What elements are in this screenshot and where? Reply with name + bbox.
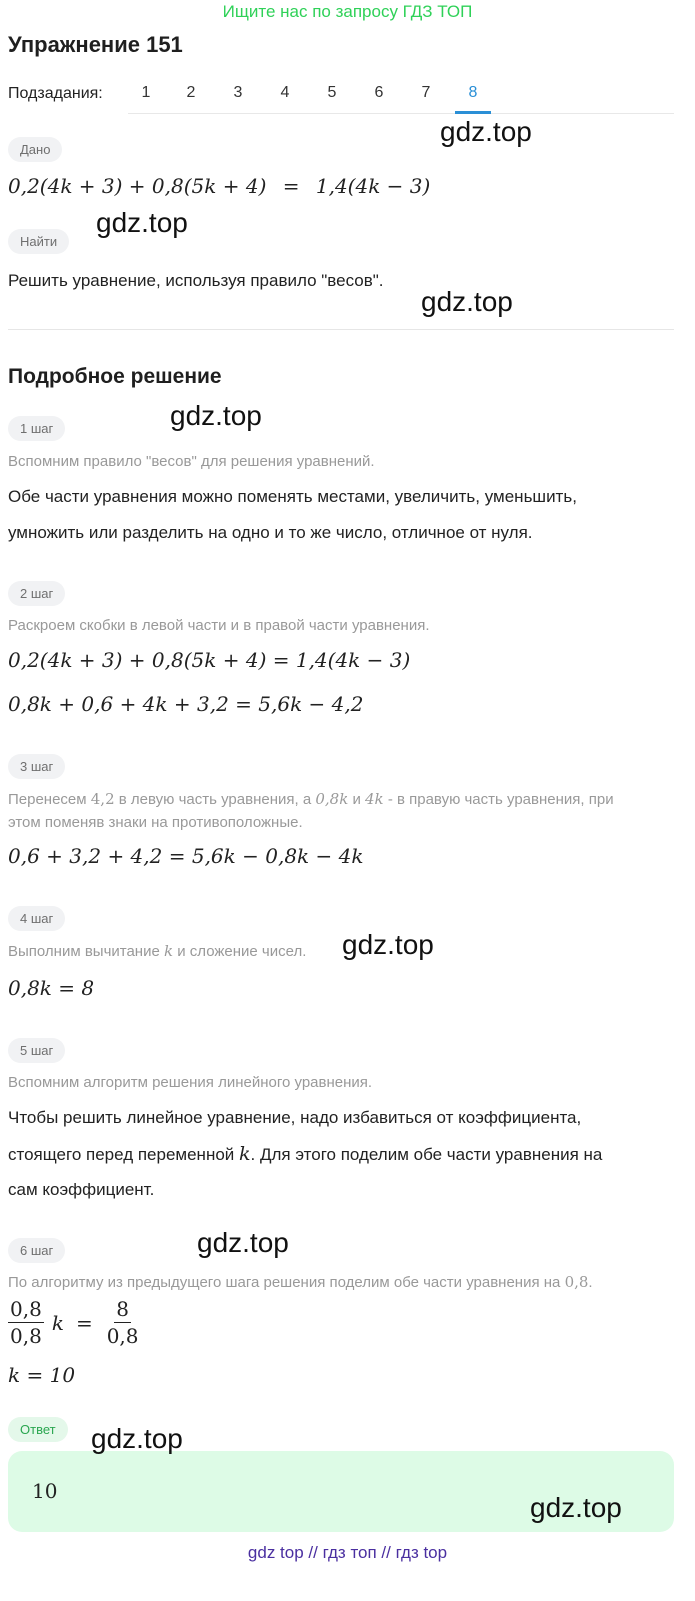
- step-2-hint: Раскроем скобки в левой части и в правой части уравнения.: [8, 617, 430, 634]
- step-6-hint: [8, 1273, 593, 1291]
- tab-subtask-3[interactable]: 3: [233, 84, 243, 101]
- step-5-text-line-3: сам коэффициент.: [8, 1180, 155, 1199]
- step-5-hint: Вспомним алгоритм решения линейного уравнения.: [8, 1074, 373, 1091]
- section-divider: [8, 329, 674, 330]
- step-4-hint-part-b: и сложение чисел.: [173, 943, 307, 960]
- step-5-text-line-1: Чтобы решить линейное уравнение, надо избавиться от коэффициента,: [8, 1108, 582, 1127]
- step-3-hint-part-a: Перенесем: [8, 791, 91, 808]
- step-5-text-part-a: стоящего перед переменной: [8, 1145, 240, 1164]
- given-equation-right: 1,4(4k − 3): [315, 174, 431, 198]
- given-chip: Дано: [8, 137, 62, 162]
- tab-subtask-8[interactable]: 8: [468, 84, 478, 101]
- watermark: gdz.top: [170, 400, 262, 431]
- step-1-hint: Вспомним правило "весов" для решения уравнений.: [8, 453, 375, 470]
- step-4-hint-math: k: [163, 942, 174, 960]
- given-equation-sign: =: [282, 174, 300, 198]
- step-3-hint-line-1: [8, 790, 614, 808]
- watermark: gdz.top: [197, 1227, 289, 1258]
- fraction-right-denominator: 0,8: [106, 1324, 139, 1348]
- given-equation-left: 0,2(4k + 3) + 0,8(5k + 4): [8, 174, 267, 198]
- find-text: Решить уравнение, используя правило "весов".: [8, 271, 384, 290]
- step-3-hint-part-b: в левую часть уравнения, а: [114, 791, 316, 808]
- active-tab-indicator: [455, 111, 491, 114]
- tab-subtask-7[interactable]: 7: [421, 84, 431, 101]
- tab-bar-divider: [128, 113, 674, 114]
- step-3-chip: 3 шаг: [8, 754, 65, 779]
- step-6-fraction-left: [8, 1298, 44, 1347]
- step-3-hint-line-2: этом поменяв знаки на противоположные.: [8, 814, 303, 831]
- answer-chip: Ответ: [8, 1417, 68, 1442]
- tab-subtask-1[interactable]: 1: [141, 84, 151, 101]
- step-2-chip: 2 шаг: [8, 581, 65, 606]
- given-equation: [8, 174, 430, 198]
- footer-links[interactable]: gdz top // гдз топ // гдз top: [247, 1543, 448, 1562]
- step-5-chip: 5 шаг: [8, 1038, 65, 1063]
- watermark: gdz.top: [96, 207, 188, 238]
- fraction-left-denominator: 0,8: [10, 1324, 42, 1348]
- answer-value: 10: [32, 1479, 58, 1503]
- watermark: gdz.top: [440, 116, 532, 147]
- watermark: gdz.top: [530, 1492, 622, 1523]
- watermark: gdz.top: [421, 286, 513, 317]
- step-5-text-math: k: [239, 1143, 251, 1165]
- step-2-equation-2: 0,8k + 0,6 + 4k + 3,2 = 5,6k − 4,2: [8, 692, 364, 716]
- watermark: gdz.top: [91, 1423, 183, 1454]
- step-6-result: k = 10: [8, 1363, 76, 1387]
- step-3-hint-math-1: 4,2: [90, 790, 115, 808]
- step-6-hint-part-b: .: [588, 1274, 593, 1291]
- step-3-hint-math-3: 4k: [365, 790, 384, 808]
- step-6-chip: 6 шаг: [8, 1238, 65, 1263]
- step-2-equation-1: 0,2(4k + 3) + 0,8(5k + 4) = 1,4(4k − 3): [8, 648, 411, 672]
- step-3-equation: 0,6 + 3,2 + 4,2 = 5,6k − 0,8k − 4k: [8, 844, 364, 868]
- tab-subtask-4[interactable]: 4: [280, 84, 290, 101]
- exercise-title: Упражнение 151: [8, 32, 183, 57]
- subtasks-label: Подзадания:: [8, 85, 103, 102]
- step-6-equals: =: [75, 1310, 93, 1335]
- step-3-hint-part-d: - в правую часть уравнения, при: [383, 791, 614, 808]
- step-4-chip: 4 шаг: [8, 906, 65, 931]
- step-5-text-line-2: [8, 1143, 602, 1165]
- step-6-variable: k: [51, 1310, 64, 1335]
- step-6-fraction-equation: [8, 1298, 141, 1347]
- step-5-text-part-b: . Для этого поделим обе части уравнения на: [250, 1145, 603, 1164]
- step-6-hint-math: 0,8: [564, 1273, 589, 1291]
- step-3-hint-math-2: 0,8k: [315, 790, 349, 808]
- step-4-hint-part-a: Выполним вычитание: [8, 943, 164, 960]
- step-6-fraction-right: [105, 1298, 141, 1347]
- step-4-equation: 0,8k = 8: [8, 976, 95, 1000]
- find-chip: Найти: [8, 229, 69, 254]
- watermark: gdz.top: [342, 929, 434, 960]
- step-3-hint-part-c: и: [348, 791, 366, 808]
- step-4-hint: [8, 942, 306, 960]
- tab-subtask-5[interactable]: 5: [327, 84, 337, 101]
- step-1-text-line-2: умножить или разделить на одно и то же число, отличное от нуля.: [8, 523, 533, 542]
- step-6-hint-part-a: По алгоритму из предыдущего шага решения поделим обе части уравнения на: [8, 1274, 565, 1291]
- tab-subtask-2[interactable]: 2: [186, 84, 196, 101]
- fraction-left-numerator: 0,8: [10, 1297, 42, 1321]
- solution-title: Подробное решение: [8, 365, 222, 388]
- step-1-chip: 1 шаг: [8, 416, 65, 441]
- promo-banner[interactable]: Ищите нас по запросу ГДЗ ТОП: [222, 2, 473, 21]
- fraction-right-numerator: 8: [116, 1297, 129, 1321]
- tab-subtask-6[interactable]: 6: [374, 84, 384, 101]
- step-1-text-line-1: Обе части уравнения можно поменять местами, увеличить, уменьшить,: [8, 487, 577, 506]
